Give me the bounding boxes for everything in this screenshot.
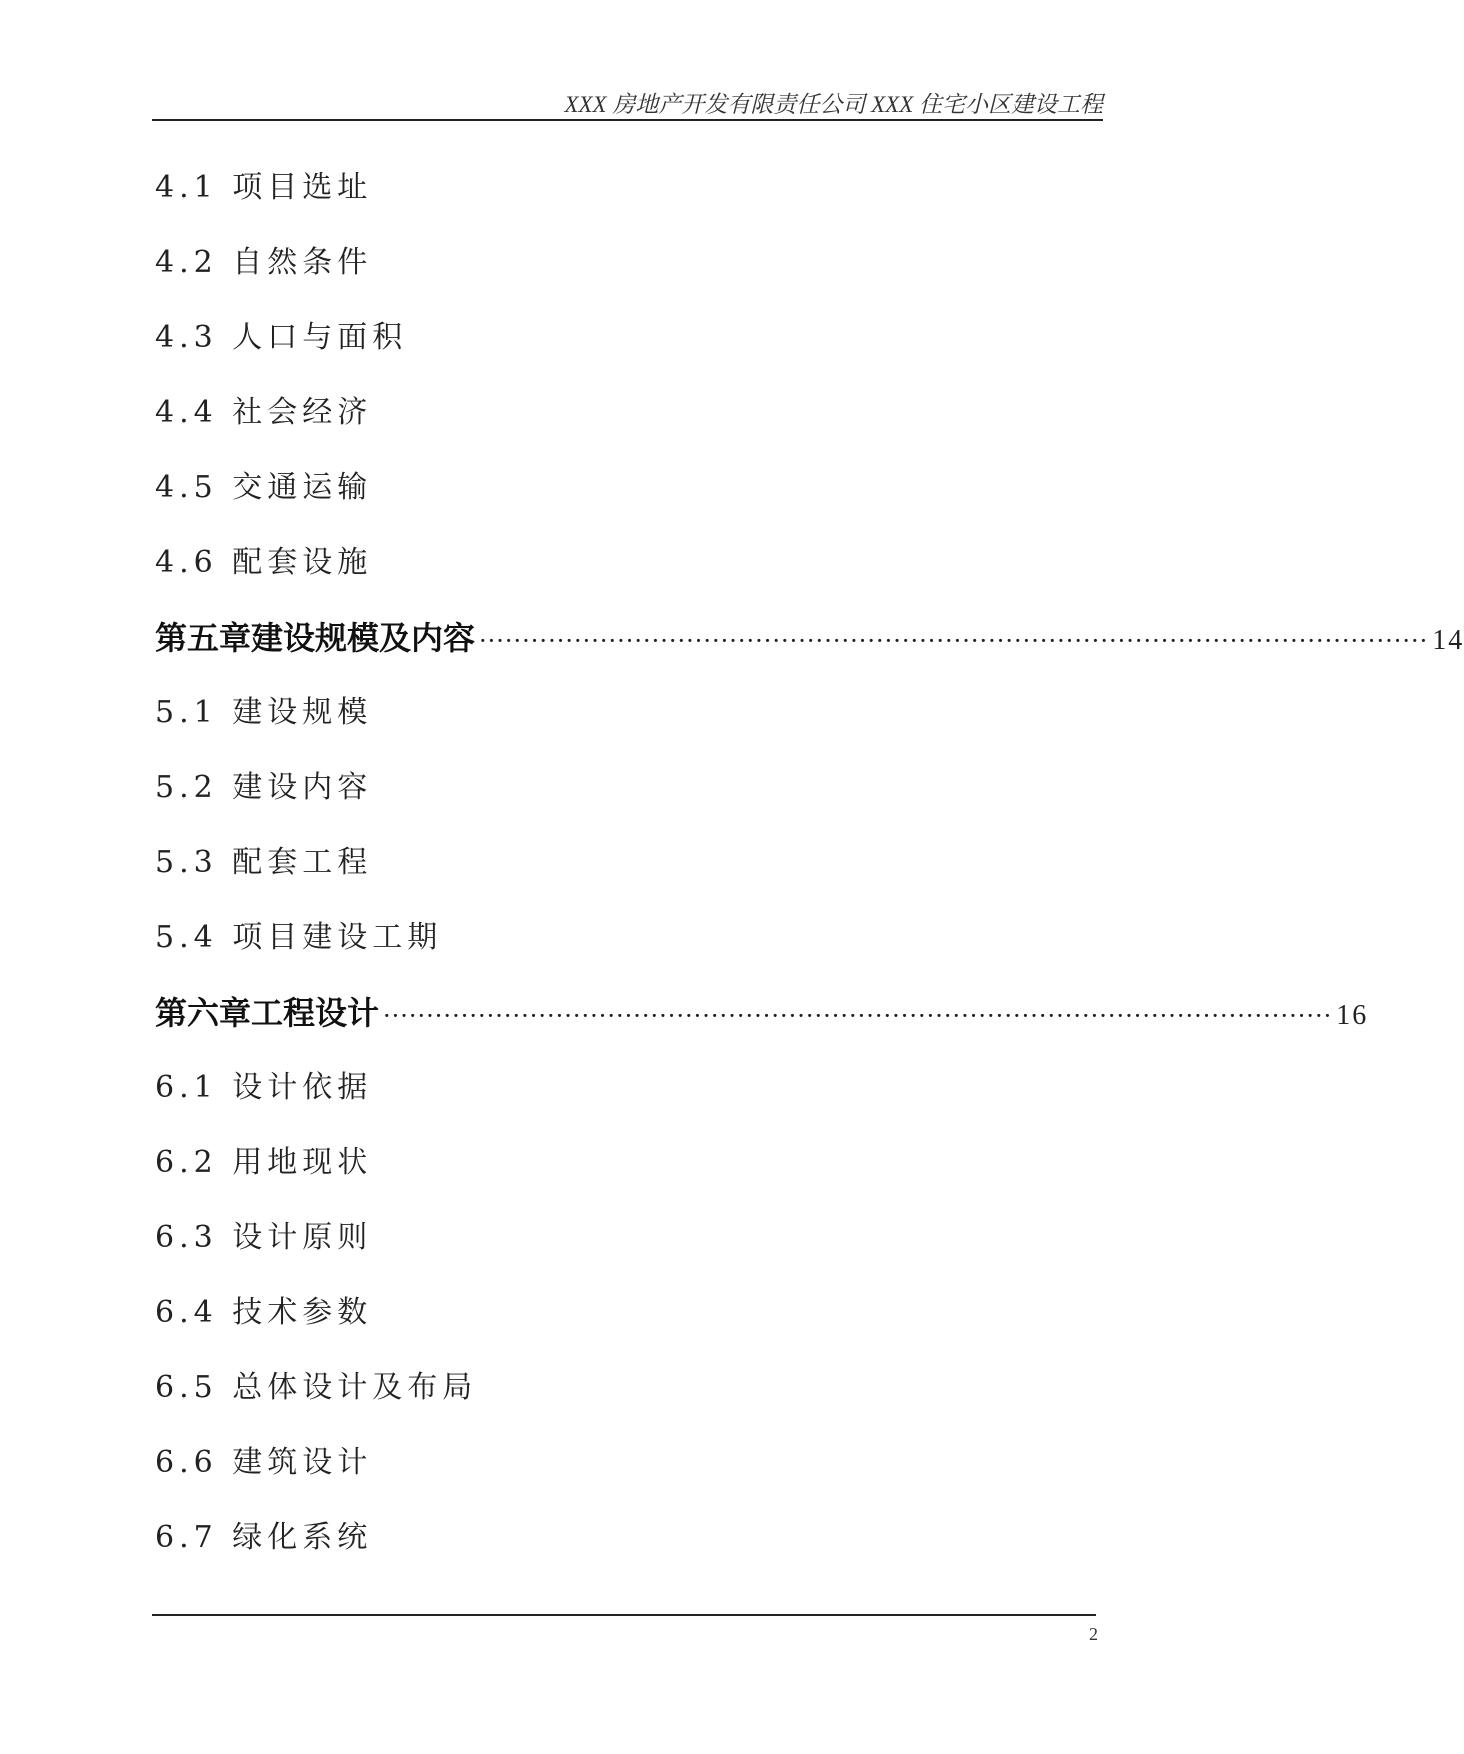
toc-entry-4-5[interactable]: 4.5 交通运输: [155, 470, 373, 505]
chapter-number: 第六章: [155, 994, 252, 1032]
toc-entry-6-2[interactable]: 6.2 用地现状: [155, 1145, 373, 1180]
toc-entry-6-6[interactable]: 6.6 建筑设计: [155, 1445, 373, 1480]
footer-rule: [152, 1614, 1096, 1616]
toc-entry-5-2[interactable]: 5.2 建设内容: [155, 770, 373, 805]
toc-entry-5-4[interactable]: 5.4 项目建设工期: [155, 920, 443, 955]
toc-entry-6-1[interactable]: 6.1 设计依据: [155, 1070, 373, 1105]
toc-entry-6-5[interactable]: 6.5 总体设计及布局: [155, 1370, 478, 1405]
chapter-number: 第五章: [155, 619, 252, 657]
toc-entry-5-3[interactable]: 5.3 配套工程: [155, 845, 373, 880]
chapter-title: 建设规模及内容: [251, 619, 476, 657]
toc-entry-6-7[interactable]: 6.7 绿化系统: [155, 1520, 373, 1555]
chapter-page-number: 16: [1336, 1000, 1369, 1031]
page-number: 2: [1089, 1624, 1098, 1644]
toc-entry-4-3[interactable]: 4.3 人口与面积: [155, 320, 408, 355]
chapter-page-number: 14: [1432, 625, 1464, 656]
toc-entry-6-3[interactable]: 6.3 设计原则: [155, 1220, 373, 1255]
toc-chapter-5[interactable]: [155, 618, 1464, 658]
toc-entry-4-2[interactable]: 4.2 自然条件: [155, 245, 373, 280]
chapter-title: 工程设计: [251, 994, 380, 1032]
toc-entry-5-1[interactable]: 5.1 建设规模: [155, 695, 373, 730]
dot-leader: ··············································································································: [383, 1002, 1333, 1030]
toc-entry-4-4[interactable]: 4.4 社会经济: [155, 395, 373, 430]
toc-entry-4-1[interactable]: 4.1 项目选址: [155, 170, 373, 205]
toc-entry-6-4[interactable]: 6.4 技术参数: [155, 1295, 373, 1330]
toc-chapter-6[interactable]: [155, 993, 1369, 1033]
toc-entry-4-6[interactable]: 4.6 配套设施: [155, 545, 373, 580]
running-header: XXX 房地产开发有限责任公司 XXX 住宅小区建设工程: [564, 92, 1103, 117]
dot-leader: ··············································································································: [479, 627, 1429, 655]
